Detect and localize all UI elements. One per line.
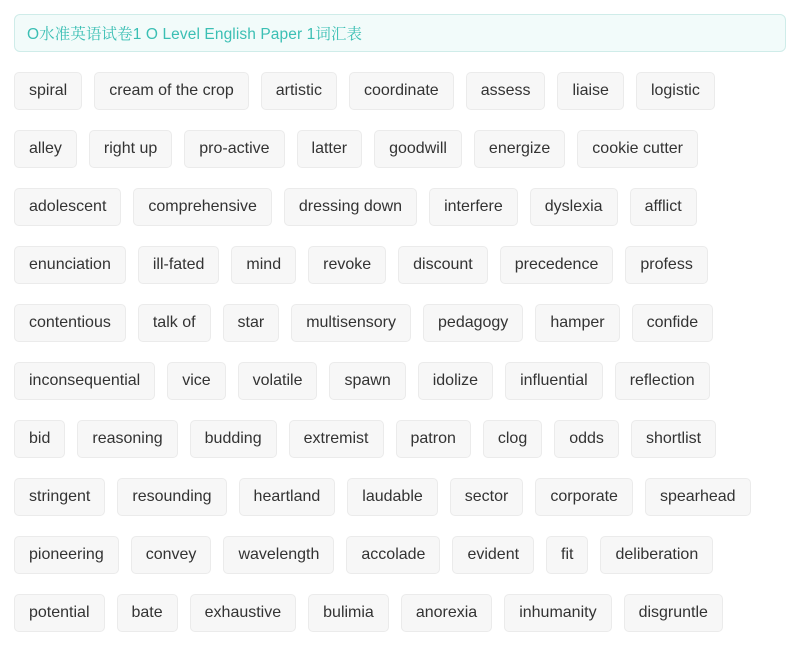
word-tag[interactable]: influential <box>505 362 603 400</box>
word-tag[interactable]: bulimia <box>308 594 389 632</box>
page-title: O水准英语试卷1 O Level English Paper 1词汇表 <box>27 26 363 43</box>
word-tag[interactable]: alley <box>14 130 77 168</box>
word-tag[interactable]: hamper <box>535 304 619 342</box>
word-tag[interactable]: clog <box>483 420 542 458</box>
word-tag[interactable]: reasoning <box>77 420 177 458</box>
word-tag[interactable]: corporate <box>535 478 633 516</box>
word-row <box>14 352 800 410</box>
word-tag[interactable]: liaise <box>557 72 623 110</box>
word-tag[interactable]: inhumanity <box>504 594 611 632</box>
word-tag[interactable]: logistic <box>636 72 715 110</box>
word-tag[interactable]: accolade <box>346 536 440 574</box>
word-tag[interactable]: wavelength <box>223 536 334 574</box>
word-tag[interactable]: assess <box>466 72 546 110</box>
word-row <box>14 120 800 178</box>
word-tag[interactable]: spearhead <box>645 478 751 516</box>
word-tag[interactable]: resounding <box>117 478 226 516</box>
word-tag[interactable]: vice <box>167 362 225 400</box>
word-tag[interactable]: spawn <box>329 362 405 400</box>
word-tag[interactable]: artistic <box>261 72 337 110</box>
word-tag[interactable]: afflict <box>630 188 697 226</box>
word-tag[interactable]: disgruntle <box>624 594 723 632</box>
word-tag[interactable]: odds <box>554 420 619 458</box>
word-tag[interactable]: pioneering <box>14 536 119 574</box>
word-tag[interactable]: convey <box>131 536 212 574</box>
word-tag[interactable]: comprehensive <box>133 188 272 226</box>
word-tag[interactable]: spiral <box>14 72 82 110</box>
word-tag[interactable]: energize <box>474 130 565 168</box>
word-tag[interactable]: budding <box>190 420 277 458</box>
word-tag[interactable]: idolize <box>418 362 493 400</box>
word-tag[interactable]: pedagogy <box>423 304 523 342</box>
word-tag[interactable]: coordinate <box>349 72 454 110</box>
word-tag[interactable]: shortlist <box>631 420 716 458</box>
word-tag[interactable]: bid <box>14 420 65 458</box>
word-tag[interactable]: anorexia <box>401 594 492 632</box>
word-row <box>14 294 800 352</box>
word-tag[interactable]: inconsequential <box>14 362 155 400</box>
word-tag[interactable]: pro-active <box>184 130 284 168</box>
word-tag[interactable]: latter <box>297 130 363 168</box>
word-tag[interactable]: evident <box>452 536 534 574</box>
word-tag-list <box>0 52 800 642</box>
page-title-bar <box>14 14 786 52</box>
word-row <box>14 410 800 468</box>
word-row <box>14 178 800 236</box>
word-tag[interactable]: ill-fated <box>138 246 220 284</box>
word-tag[interactable]: goodwill <box>374 130 462 168</box>
word-tag[interactable]: cookie cutter <box>577 130 698 168</box>
word-tag[interactable]: stringent <box>14 478 105 516</box>
word-tag[interactable]: reflection <box>615 362 710 400</box>
word-tag[interactable]: profess <box>625 246 707 284</box>
word-tag[interactable]: dyslexia <box>530 188 618 226</box>
word-tag[interactable]: patron <box>396 420 471 458</box>
word-tag[interactable]: enunciation <box>14 246 126 284</box>
word-tag[interactable]: mind <box>231 246 296 284</box>
word-tag[interactable]: heartland <box>239 478 336 516</box>
word-tag[interactable]: confide <box>632 304 714 342</box>
word-tag[interactable]: dressing down <box>284 188 417 226</box>
word-row <box>14 584 800 642</box>
word-tag[interactable]: talk of <box>138 304 211 342</box>
word-tag[interactable]: cream of the crop <box>94 72 249 110</box>
word-tag[interactable]: volatile <box>238 362 318 400</box>
vocabulary-page <box>0 14 800 659</box>
word-tag[interactable]: multisensory <box>291 304 411 342</box>
word-tag[interactable]: right up <box>89 130 172 168</box>
word-tag[interactable]: extremist <box>289 420 384 458</box>
word-row <box>14 526 800 584</box>
word-tag[interactable]: discount <box>398 246 488 284</box>
word-tag[interactable]: star <box>223 304 280 342</box>
word-tag[interactable]: adolescent <box>14 188 121 226</box>
word-tag[interactable]: revoke <box>308 246 386 284</box>
word-tag[interactable]: potential <box>14 594 105 632</box>
word-tag[interactable]: sector <box>450 478 524 516</box>
word-tag[interactable]: laudable <box>347 478 438 516</box>
word-tag[interactable]: interfere <box>429 188 518 226</box>
word-tag[interactable]: bate <box>117 594 178 632</box>
word-tag[interactable]: precedence <box>500 246 614 284</box>
word-row <box>14 468 800 526</box>
word-row <box>14 236 800 294</box>
word-tag[interactable]: deliberation <box>600 536 713 574</box>
word-tag[interactable]: fit <box>546 536 588 574</box>
word-tag[interactable]: exhaustive <box>190 594 297 632</box>
word-tag[interactable]: contentious <box>14 304 126 342</box>
word-row <box>14 62 800 120</box>
